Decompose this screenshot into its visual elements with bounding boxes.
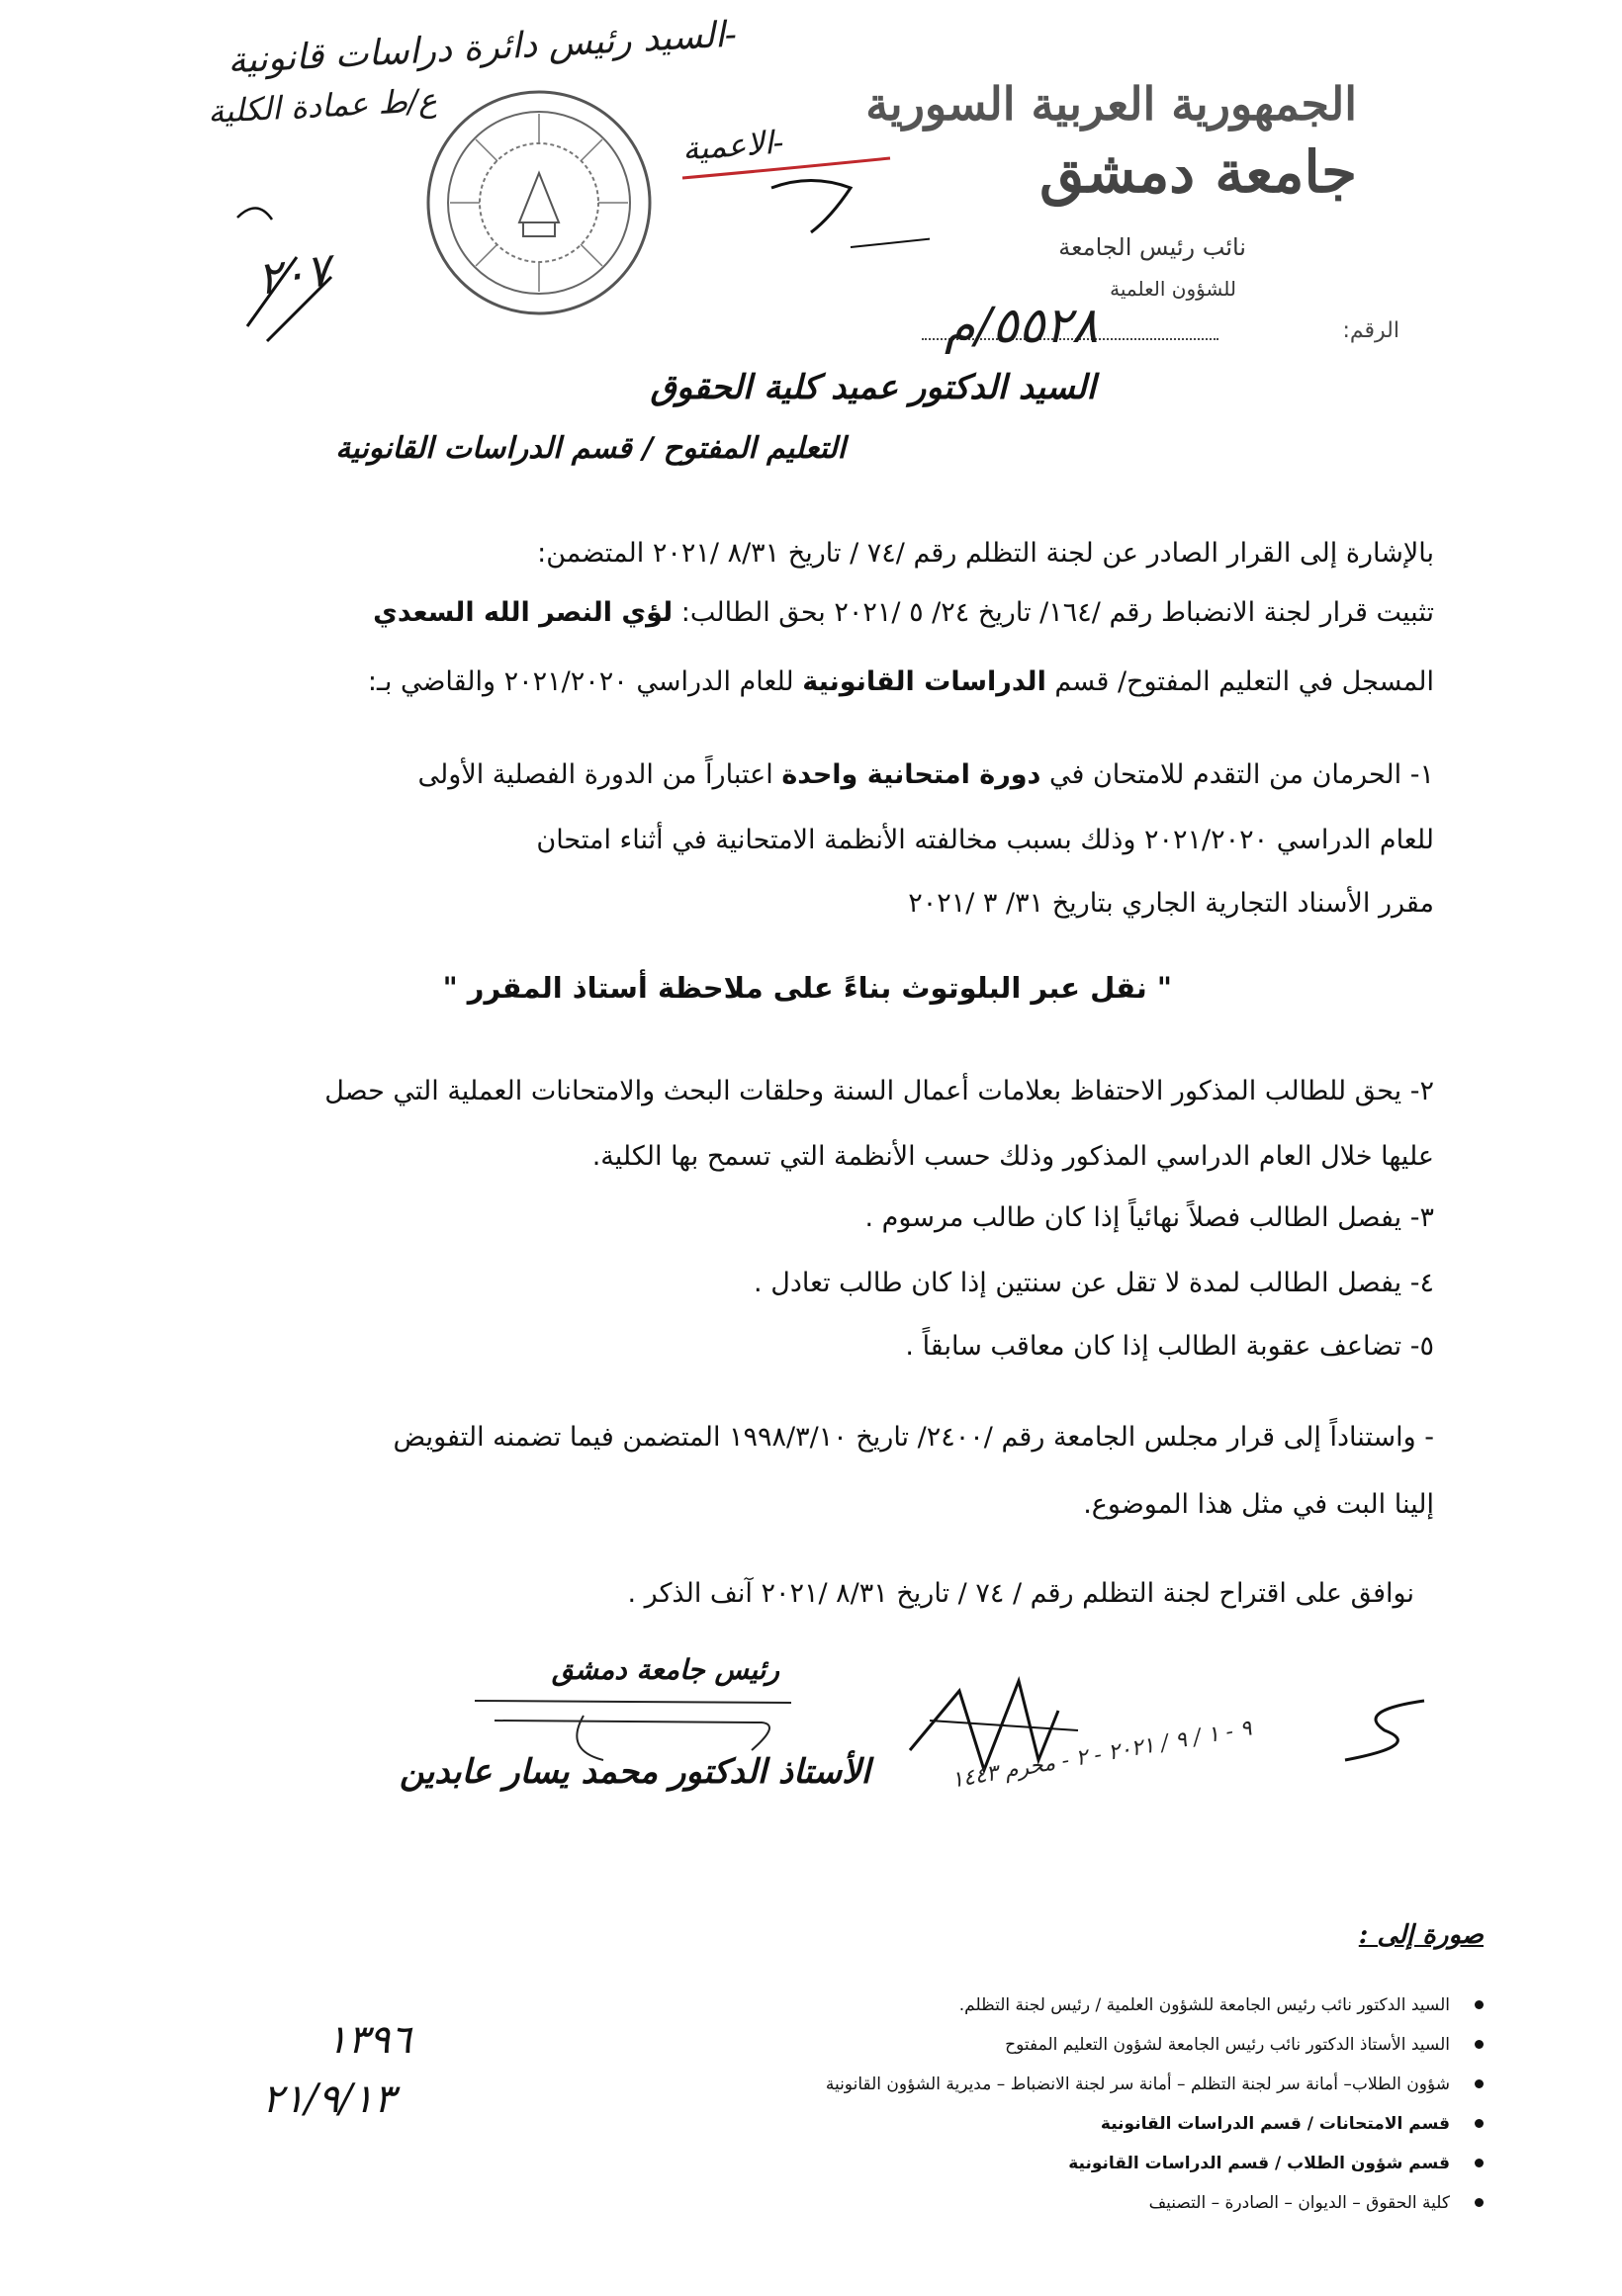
intro-line3-suffix: للعام الدراسي ٢٠٢١/٢٠٢٠ والقاضي بـ: xyxy=(367,666,803,697)
cc-heading: صورة إلى : xyxy=(1358,1920,1484,1950)
bullet-icon xyxy=(1475,2040,1484,2049)
handwritten-bottom-line1: ١٣٩٦ xyxy=(326,2017,411,2063)
recipient-line2: التعليم المفتوح / قسم الدراسات القانونية xyxy=(335,431,846,466)
letterhead-university: جامعة دمشق xyxy=(1039,138,1357,206)
cc-item: السيد الأستاذ الدكتور نائب رئيس الجامعة لشؤون التعليم المفتوح xyxy=(673,2025,1484,2065)
cc-item: قسم شؤون الطلاب / قسم الدراسات القانونية xyxy=(673,2144,1484,2183)
signature-title: رئيس جامعة دمشق xyxy=(551,1653,779,1686)
intro-line3 xyxy=(368,661,1434,704)
bullet-icon xyxy=(1475,2000,1484,2009)
letterhead-office: نائب رئيس الجامعة xyxy=(1058,233,1246,261)
cc-item: شؤون الطلاب– أمانة سر لجنة التظلم – أمانة سر لجنة الانضباط – مديرية الشؤون القانونية xyxy=(673,2065,1484,2104)
handwritten-note-line3: -الاعمية xyxy=(680,123,785,168)
cc-item: السيد الدكتور نائب رئيس الجامعة للشؤون العلمية / رئيس لجنة التظلم. xyxy=(673,1986,1484,2025)
recipient-line1: السيد الدكتور عميد كلية الحقوق xyxy=(650,368,1096,407)
item2-line1: ٢- يحق للطالب المذكور الاحتفاظ بعلامات أعمال السنة وحلقات البحث والامتحانات العملية التي حصل xyxy=(324,1076,1434,1106)
item3: ٣- يفصل الطالب فصلاً نهائياً إذا كان طالب مرسوم . xyxy=(864,1202,1434,1233)
cc-item: قسم الامتحانات / قسم الدراسات القانونية xyxy=(673,2104,1484,2144)
bullet-icon xyxy=(1475,2119,1484,2128)
item1-line1 xyxy=(418,753,1434,797)
item1-line2: للعام الدراسي ٢٠٢١/٢٠٢٠ وذلك بسبب مخالفته الأنظمة الامتحانية في أثناء امتحان xyxy=(536,825,1434,855)
intro-line3-prefix: المسجل في التعليم المفتوح/ قسم xyxy=(1045,666,1434,697)
approval-line: نوافق على اقتراح لجنة التظلم رقم / ٧٤ / تاريخ ٨/٣١ /٢٠٢١ آنف الذكر . xyxy=(627,1578,1414,1609)
handwritten-number-mark: ٢٠٧ xyxy=(253,242,334,306)
letterhead-office-sub: للشؤون العلمية xyxy=(1110,277,1236,301)
basis-line2: إلينا البت في مثل هذا الموضوع. xyxy=(1083,1489,1434,1520)
student-name: لؤي النصر الله السعدي xyxy=(373,597,674,628)
item4: ٤- يفصل الطالب لمدة لا تقل عن سنتين إذا كان طالب تعادل . xyxy=(754,1268,1434,1298)
item2-line2: عليها خلال العام الدراسي المذكور وذلك حسب الأنظمة التي تسمح بها الكلية. xyxy=(591,1141,1434,1172)
intro-line1: بالإشارة إلى القرار الصادر عن لجنة التظلم رقم /٧٤ / تاريخ ٨/٣١ /٢٠٢١ المتضمن: xyxy=(537,538,1434,569)
signature-date-stamp: ٩ - ١ / ٩ / ٢٠٢١ - ٢ - محرم ١٤٤٣ xyxy=(949,1716,1254,1794)
bullet-icon xyxy=(1475,2079,1484,2088)
dept-name: الدراسات القانونية xyxy=(802,666,1046,697)
cc-list xyxy=(673,1986,1484,2223)
handwritten-bottom-line2: ٢١/٩/١٣ xyxy=(262,2076,396,2122)
item1-line1-bold: دورة امتحانية واحدة xyxy=(781,759,1041,790)
intro-line2-prefix: تثبيت قرار لجنة الانضباط رقم /١٦٤/ تاريخ ٢٤/ ٥ /٢٠٢١ بحق الطالب: xyxy=(673,597,1434,628)
handwritten-note-line1: -السيد رئيس دائرة دراسات قانونية xyxy=(226,14,738,82)
item1-line1-a: ١- الحرمان من التقدم للامتحان في xyxy=(1040,759,1434,790)
ref-label: الرقم: xyxy=(1342,318,1399,343)
bullet-icon xyxy=(1475,2159,1484,2167)
letterhead-country: الجمهورية العربية السورية xyxy=(865,77,1357,131)
signature-name: الأستاذ الدكتور محمد يسار عابدين xyxy=(399,1752,870,1792)
item5: ٥- تضاعف عقوبة الطالب إذا كان معاقب سابقاً . xyxy=(905,1331,1434,1362)
university-seal xyxy=(420,84,658,321)
intro-line2 xyxy=(373,591,1434,635)
basis-line1: - واستناداً إلى قرار مجلس الجامعة رقم /٢٤٠٠/ تاريخ ١٩٩٨/٣/١٠ المتضمن فيما تضمنه التفويض xyxy=(393,1422,1434,1453)
handwritten-note-line2: ع/ط عمادة الكلية xyxy=(207,80,438,132)
bullet-icon xyxy=(1475,2198,1484,2207)
ref-number: ٥٥٢٨/م xyxy=(945,297,1099,354)
item1-line1-b: اعتباراً من الدورة الفصلية الأولى xyxy=(417,759,782,790)
item1-line3: مقرر الأسناد التجارية الجاري بتاريخ ٣١/ ٣ /٢٠٢١ xyxy=(908,888,1434,919)
quote-line: " نقل عبر البلوتوث بناءً على ملاحظة أستاذ المقرر " xyxy=(442,971,1172,1005)
cc-item: كلية الحقوق – الديوان – الصادرة – التصنيف xyxy=(673,2183,1484,2223)
